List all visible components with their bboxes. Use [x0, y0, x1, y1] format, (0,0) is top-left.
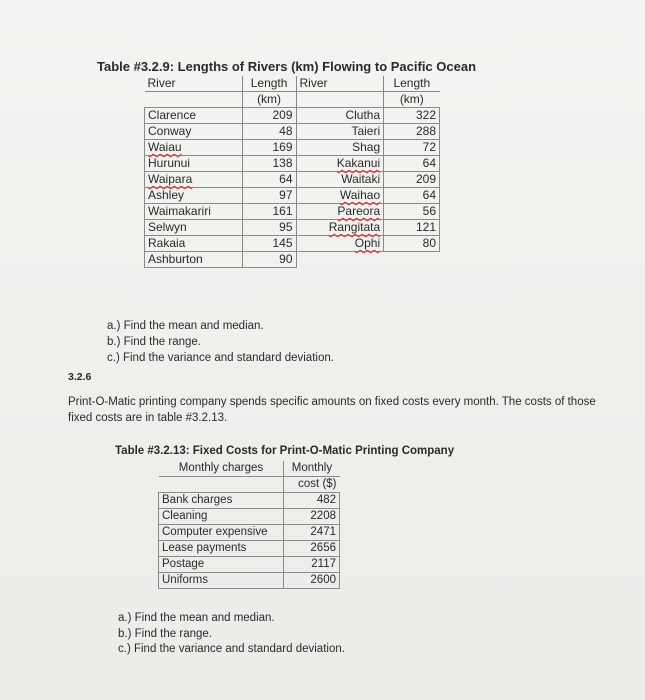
table-row [145, 124, 440, 140]
river-name: Conway [145, 124, 243, 140]
subheader-river-2 [296, 92, 384, 108]
river-length: 169 [242, 140, 296, 156]
subheader-cost: cost ($) [284, 477, 340, 493]
river-length: 64 [242, 172, 296, 188]
table-row [145, 220, 440, 236]
river-length: 209 [384, 172, 440, 188]
charge-cost: 2208 [284, 509, 340, 525]
table-row [145, 140, 440, 156]
river-name: Clutha [296, 108, 384, 124]
river-name: Shag [296, 140, 384, 156]
river-name: Waiau [148, 140, 182, 154]
charge-cost: 2656 [284, 541, 340, 557]
section-number: 3.2.6 [68, 371, 92, 383]
charge-name: Lease payments [159, 541, 284, 557]
costs-table-title: Table #3.2.13: Fixed Costs for Print-O-Matic Printing Company [115, 445, 455, 457]
charge-name: Postage [159, 557, 284, 573]
river-name: Ashley [145, 188, 243, 204]
river-name: Rangitata [328, 220, 381, 234]
charge-cost: 2117 [284, 557, 340, 573]
header-length-1: Length [242, 76, 296, 92]
river-length: 90 [242, 252, 296, 268]
subheader-river-1 [145, 92, 243, 108]
river-name: Hurunui [145, 156, 243, 172]
river-name: Clarence [145, 108, 243, 124]
table-row [159, 573, 340, 589]
charge-cost: 2471 [284, 525, 340, 541]
river-name: Taieri [296, 124, 384, 140]
question-2a: a.) Find the mean and median. [118, 612, 275, 624]
costs-table [158, 461, 340, 589]
river-name: Waitaki [296, 172, 384, 188]
question-1b: b.) Find the range. [107, 336, 201, 348]
table-row [159, 509, 340, 525]
river-length: 64 [384, 156, 440, 172]
river-name: Ophi [354, 236, 381, 250]
rivers-table-title: Table #3.2.9: Lengths of Rivers (km) Flowing to Pacific Ocean [97, 59, 477, 74]
river-length: 48 [242, 124, 296, 140]
header-river-2: River [296, 76, 384, 92]
subheader-length-2: (km) [384, 92, 440, 108]
table-row [145, 108, 440, 124]
table-row [159, 557, 340, 573]
header-monthly-charges: Monthly charges [159, 461, 284, 477]
river-name: Ashburton [145, 252, 243, 268]
river-length: 80 [384, 236, 440, 252]
river-length: 288 [384, 124, 440, 140]
question-2c: c.) Find the variance and standard deviation. [118, 643, 345, 655]
charge-cost: 2600 [284, 573, 340, 589]
charge-name: Cleaning [159, 509, 284, 525]
intro-paragraph: Print-O-Matic printing company spends specific amounts on fixed costs every month. The costs of those fixed costs are in table #3.2.13. [68, 396, 596, 424]
table-row [145, 252, 440, 268]
table-row [145, 172, 440, 188]
river-name: Waimakariri [145, 204, 243, 220]
table-row [159, 541, 340, 557]
river-length: 145 [242, 236, 296, 252]
table-row [145, 156, 440, 172]
river-name: Rakaia [145, 236, 243, 252]
charge-name: Computer expensive [159, 525, 284, 541]
river-length: 121 [384, 220, 440, 236]
charge-name: Bank charges [159, 493, 284, 509]
river-length: 95 [242, 220, 296, 236]
river-name: Waihao [339, 188, 381, 202]
question-1c: c.) Find the variance and standard deviation. [107, 352, 334, 364]
header-monthly-cost: Monthly [284, 461, 340, 477]
table-row [159, 493, 340, 509]
river-length: 64 [384, 188, 440, 204]
river-name: Kakanui [336, 156, 381, 170]
table-row [145, 204, 440, 220]
river-length: 209 [242, 108, 296, 124]
header-length-2: Length [384, 76, 440, 92]
subheader-length-1: (km) [242, 92, 296, 108]
table-row [145, 188, 440, 204]
charge-cost: 482 [284, 493, 340, 509]
river-length: 161 [242, 204, 296, 220]
question-1a: a.) Find the mean and median. [107, 320, 264, 332]
river-length: 72 [384, 140, 440, 156]
river-length: 322 [384, 108, 440, 124]
charge-name: Uniforms [159, 573, 284, 589]
river-name: Waipara [148, 172, 193, 186]
river-length: 97 [242, 188, 296, 204]
rivers-table [144, 76, 440, 268]
table-row [145, 236, 440, 252]
subheader-charges [159, 477, 284, 493]
river-length: 138 [242, 156, 296, 172]
table-row [159, 525, 340, 541]
river-name: Selwyn [145, 220, 243, 236]
question-2b: b.) Find the range. [118, 628, 212, 640]
header-river-1: River [145, 76, 243, 92]
river-name: Pareora [337, 204, 381, 218]
river-length: 56 [384, 204, 440, 220]
